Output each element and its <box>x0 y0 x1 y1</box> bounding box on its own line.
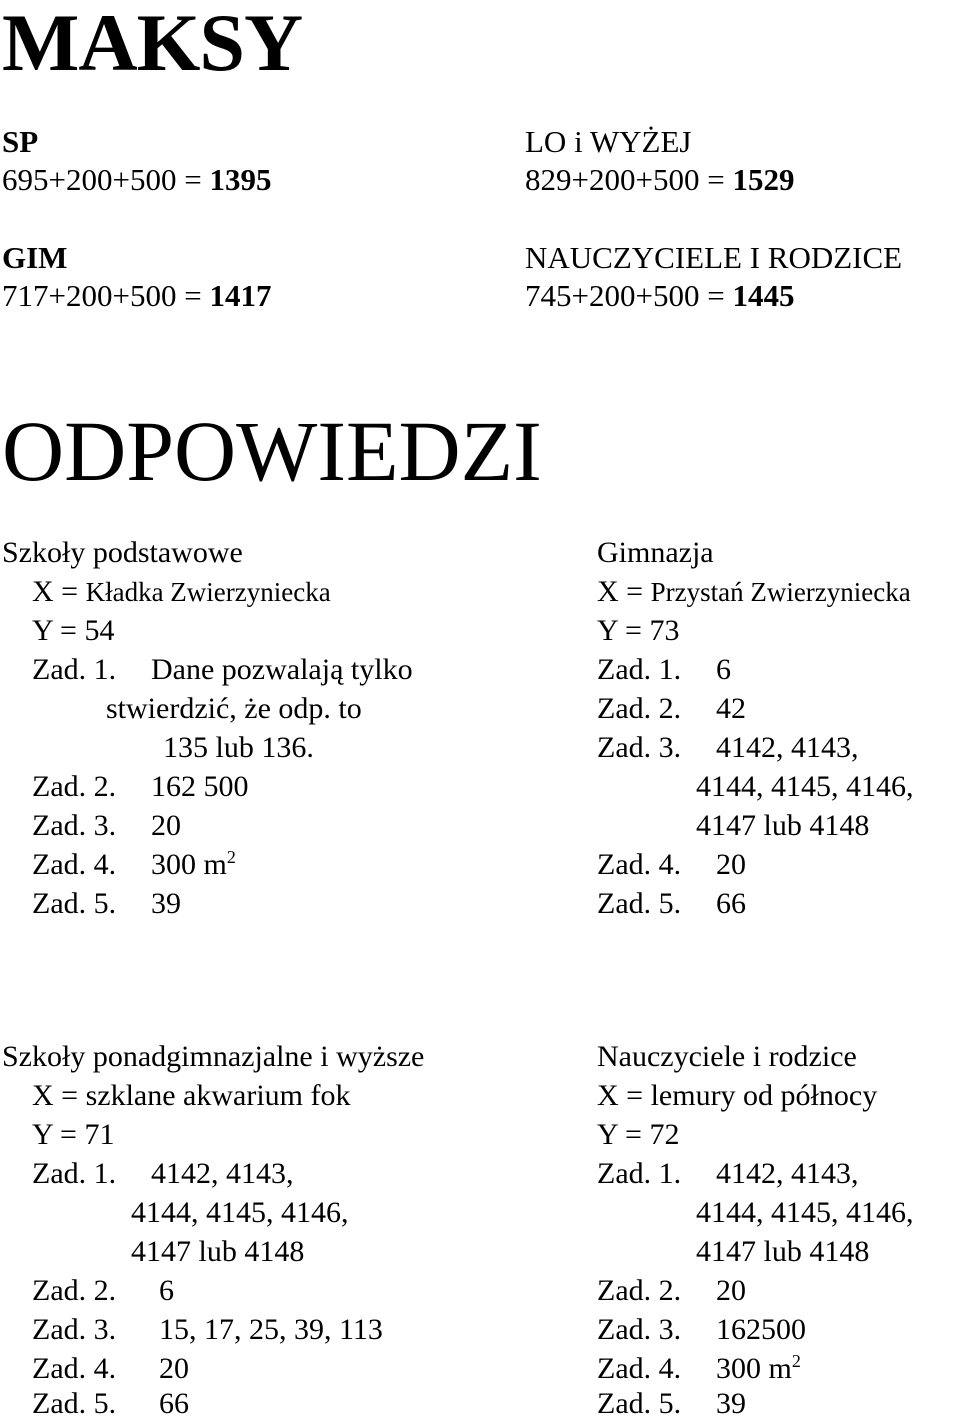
pg-zad3-label: Zad. 3. <box>32 1313 117 1346</box>
sp-zad1-line3: 135 lub 136. <box>163 731 314 764</box>
gim-heading: Gimnazja <box>597 536 714 569</box>
gim-zad4-label: Zad. 4. <box>597 848 682 881</box>
gim-zad1-label: Zad. 1. <box>597 653 682 686</box>
gim-y: Y = 73 <box>597 614 680 647</box>
nr-total: 1445 <box>732 278 795 313</box>
pg-zad1-line2: 4144, 4145, 4146, <box>131 1196 349 1229</box>
sp-zad5-value: 39 <box>151 887 181 920</box>
sp-zad3-label: Zad. 3. <box>32 809 117 842</box>
pg-zad5-value: 66 <box>159 1387 189 1420</box>
odpowiedzi-title: ODPOWIEDZI <box>2 403 542 499</box>
sp-zad1-line1: Dane pozwalają tylko <box>151 653 413 686</box>
sp-zad1-label: Zad. 1. <box>32 653 117 686</box>
sp-zad2-label: Zad. 2. <box>32 770 117 803</box>
gim-zad5-value: 66 <box>716 887 746 920</box>
pg-y: Y = 71 <box>32 1118 115 1151</box>
gim-zad2-value: 42 <box>716 692 746 725</box>
gim-zad3-label: Zad. 3. <box>597 731 682 764</box>
pg-heading: Szkoły ponadgimnazjalne i wyższe <box>2 1040 425 1073</box>
sp-label: SP <box>2 124 39 159</box>
gim-total: 1417 <box>209 278 272 313</box>
pg-zad1-line1: 4142, 4143, <box>151 1157 294 1190</box>
sp-y: Y = 54 <box>32 614 115 647</box>
nr-zad1-line1: 4142, 4143, <box>716 1157 859 1190</box>
sp-heading: Szkoły podstawowe <box>2 536 243 569</box>
nr-label: NAUCZYCIELE I RODZICE <box>525 240 903 275</box>
sp-total: 1395 <box>209 162 272 197</box>
lo-total: 1529 <box>732 162 795 197</box>
sp-zad4-label: Zad. 4. <box>32 848 117 881</box>
gim-label: GIM <box>2 240 68 275</box>
pg-zad2-label: Zad. 2. <box>32 1274 117 1307</box>
pg-zad1-label: Zad. 1. <box>32 1157 117 1190</box>
nr-zad5-value: 39 <box>716 1387 746 1420</box>
sp-zad5-label: Zad. 5. <box>32 887 117 920</box>
gim-zad3-line3: 4147 lub 4148 <box>696 809 870 842</box>
gim-zad2-label: Zad. 2. <box>597 692 682 725</box>
pg-zad1-line3: 4147 lub 4148 <box>131 1235 305 1268</box>
pg-zad5-label: Zad. 5. <box>32 1387 117 1420</box>
nr-zad2-value: 20 <box>716 1274 746 1307</box>
nr-zad4-value: 300 $m^2$ <box>716 1351 801 1385</box>
sp-zad2-value: 162 500 <box>151 770 249 803</box>
sp-zad3-value: 20 <box>151 809 181 842</box>
pg-zad2-value: 6 <box>159 1274 174 1307</box>
gim-zad5-label: Zad. 5. <box>597 887 682 920</box>
sp-x: X = Kładka Zwierzyniecka <box>32 575 331 608</box>
gim-zad3-line2: 4144, 4145, 4146, <box>696 770 914 803</box>
nr-zad2-label: Zad. 2. <box>597 1274 682 1307</box>
nr-heading: Nauczyciele i rodzice <box>597 1040 857 1073</box>
gim-zad3-line1: 4142, 4143, <box>716 731 859 764</box>
pg-zad3-value: 15, 17, 25, 39, 113 <box>159 1313 383 1346</box>
sp-zad4-value: 300 $m^2$ <box>151 847 236 881</box>
sp-zad1-line2: stwierdzić, że odp. to <box>106 692 362 725</box>
pg-x: X = szklane akwarium fok <box>32 1079 351 1112</box>
sp-formula: 695+200+500 = 1395 <box>2 162 272 197</box>
gim-zad4-value: 20 <box>716 848 746 881</box>
lo-formula: 829+200+500 = 1529 <box>525 162 795 197</box>
nr-zad1-label: Zad. 1. <box>597 1157 682 1190</box>
lo-label: LO i WYŻEJ <box>525 124 692 159</box>
pg-zad4-value: 20 <box>159 1352 189 1385</box>
gim-x: X = Przystań Zwierzyniecka <box>597 575 911 608</box>
pg-zad4-label: Zad. 4. <box>32 1352 117 1385</box>
nr-zad1-line3: 4147 lub 4148 <box>696 1235 870 1268</box>
nr-zad1-line2: 4144, 4145, 4146, <box>696 1196 914 1229</box>
gim-zad1-value: 6 <box>716 653 731 686</box>
nr-zad3-label: Zad. 3. <box>597 1313 682 1346</box>
nr-zad3-value: 162500 <box>716 1313 806 1346</box>
gim-formula: 717+200+500 = 1417 <box>2 278 272 313</box>
nr-x: X = lemury od północy <box>597 1079 878 1112</box>
nr-formula: 745+200+500 = 1445 <box>525 278 795 313</box>
nr-y: Y = 72 <box>597 1118 680 1151</box>
nr-zad5-label: Zad. 5. <box>597 1387 682 1420</box>
nr-zad4-label: Zad. 4. <box>597 1352 682 1385</box>
maksy-title: MAKSY <box>2 0 303 88</box>
